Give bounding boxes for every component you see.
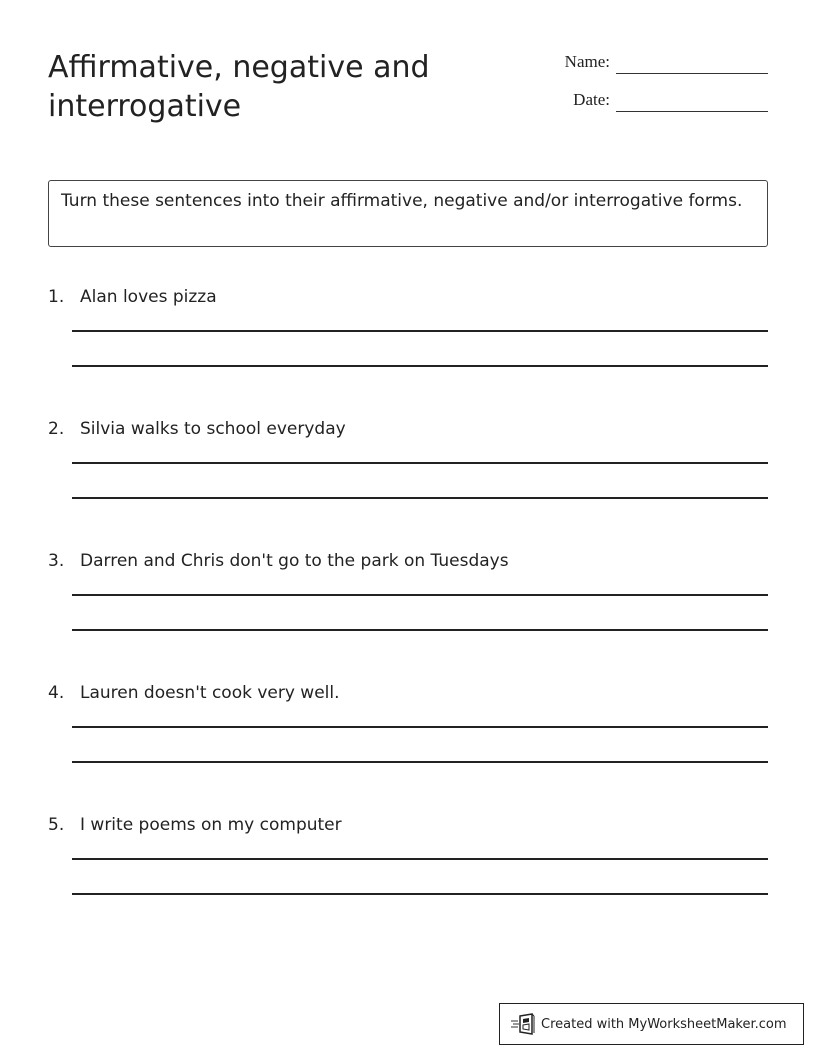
question-text: Alan loves pizza xyxy=(80,287,217,307)
answer-line xyxy=(72,330,768,332)
date-field xyxy=(538,90,768,112)
answer-line xyxy=(72,858,768,860)
instructions-box: Turn these sentences into their affirmative, negative and/or interrogative forms. xyxy=(48,180,768,247)
answer-line xyxy=(72,462,768,464)
answer-line xyxy=(72,893,768,895)
answer-line xyxy=(72,726,768,728)
question-number: 3. xyxy=(48,551,65,571)
credit-text: Created with MyWorksheetMaker.com xyxy=(541,1016,787,1032)
question-number: 1. xyxy=(48,287,65,307)
name-blank-line xyxy=(616,73,768,74)
question-item xyxy=(48,285,768,385)
question-item xyxy=(48,681,768,781)
worksheet-maker-logo-icon xyxy=(510,1013,536,1035)
question-number: 4. xyxy=(48,683,65,703)
question-text: I write poems on my computer xyxy=(80,815,342,835)
worksheet-title: Affirmative, negative and interrogative xyxy=(48,50,430,124)
date-label: Date: xyxy=(573,90,610,109)
question-text: Darren and Chris don't go to the park on Tuesdays xyxy=(80,551,509,571)
question-item xyxy=(48,417,768,517)
answer-line xyxy=(72,761,768,763)
date-blank-line xyxy=(616,111,768,112)
question-text: Lauren doesn't cook very well. xyxy=(80,683,340,703)
question-number: 5. xyxy=(48,815,65,835)
question-item xyxy=(48,549,768,649)
question-item xyxy=(48,813,768,913)
answer-line xyxy=(72,594,768,596)
answer-line xyxy=(72,497,768,499)
name-label: Name: xyxy=(564,52,610,71)
answer-line xyxy=(72,629,768,631)
answer-line xyxy=(72,365,768,367)
question-number: 2. xyxy=(48,419,65,439)
name-field xyxy=(538,52,768,74)
credit-badge[interactable] xyxy=(499,1003,804,1045)
question-text: Silvia walks to school everyday xyxy=(80,419,346,439)
